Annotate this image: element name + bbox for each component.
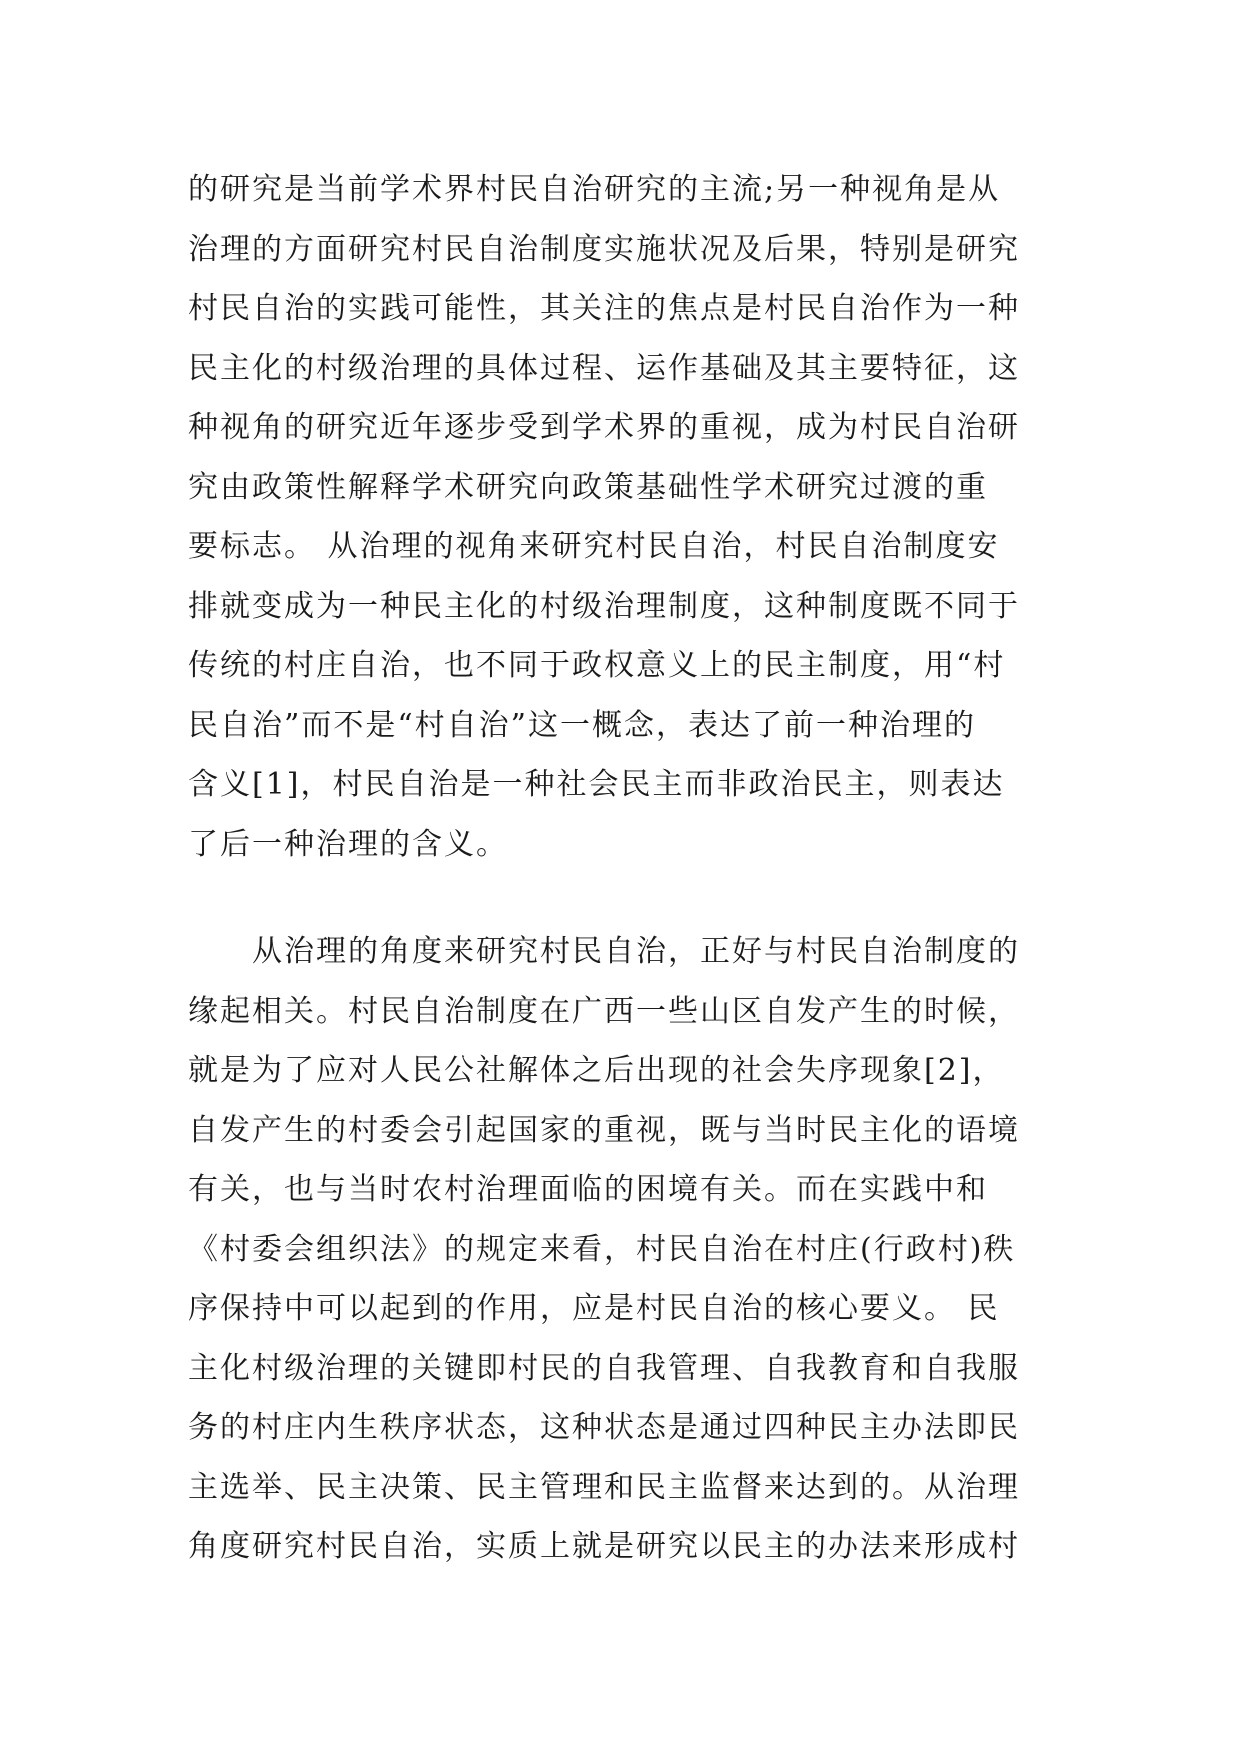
text-line: 主化村级治理的关键即村民的自我管理、自我教育和自我服 — [188, 1350, 1020, 1386]
text-line: 种视角的研究近年逐步受到学术界的重视，成为村民自治研 — [188, 410, 1020, 445]
text-line: 民自治”而不是“村自治”这一概念，表达了前一种治理的 — [188, 707, 977, 743]
text-line: 主选举、民主决策、民主管理和民主监督来达到的。从治理 — [188, 1469, 1020, 1505]
text-line: 自发产生的村委会引起国家的重视，既与当时民主化的语境 — [188, 1112, 1020, 1148]
text-line: 务的村庄内生秩序状态，这种状态是通过四种民主办法即民 — [188, 1410, 1020, 1445]
text-line: 角度研究村民自治，实质上就是研究以民主的办法来形成村 — [188, 1529, 1020, 1564]
text-line: 的研究是当前学术界村民自治研究的主流;另一种视角是从 — [188, 172, 1001, 207]
text-line: 村民自治的实践可能性，其关注的焦点是村民自治作为一种 — [188, 291, 1020, 326]
text-line: 从治理的角度来研究村民自治，正好与村民自治制度的 — [252, 934, 1020, 969]
paragraph-2 — [188, 922, 1058, 1577]
text-line: 究由政策性解释学术研究向政策基础性学术研究过渡的重 — [188, 469, 988, 505]
text-line: 治理的方面研究村民自治制度实施状况及后果，特别是研究 — [188, 231, 1020, 267]
text-line: 序保持中可以起到的作用，应是村民自治的核心要义。 民 — [188, 1291, 1000, 1326]
text-line: 含义[1]，村民自治是一种社会民主而非政治民主，则表达 — [188, 767, 1005, 802]
text-line: 要标志。 从治理的视角来研究村民自治，村民自治制度安 — [188, 529, 1000, 564]
paragraph-1 — [188, 160, 1058, 874]
text-line: 了后一种治理的含义。 — [188, 826, 508, 862]
text-line: 缘起相关。村民自治制度在广西一些山区自发产生的时候， — [188, 993, 1020, 1029]
text-line: 就是为了应对人民公社解体之后出现的社会失序现象[2]， — [188, 1053, 1005, 1088]
text-line: 排就变成为一种民主化的村级治理制度，这种制度既不同于 — [188, 588, 1020, 624]
text-line: 有关，也与当时农村治理面临的困境有关。而在实践中和 — [188, 1172, 988, 1207]
text-line: 民主化的村级治理的具体过程、运作基础及其主要特征，这 — [188, 350, 1020, 386]
text-line: 传统的村庄自治，也不同于政权意义上的民主制度，用“村 — [188, 648, 1006, 683]
text-line: 《村委会组织法》的规定来看，村民自治在村庄(行政村)秩 — [188, 1231, 1016, 1267]
